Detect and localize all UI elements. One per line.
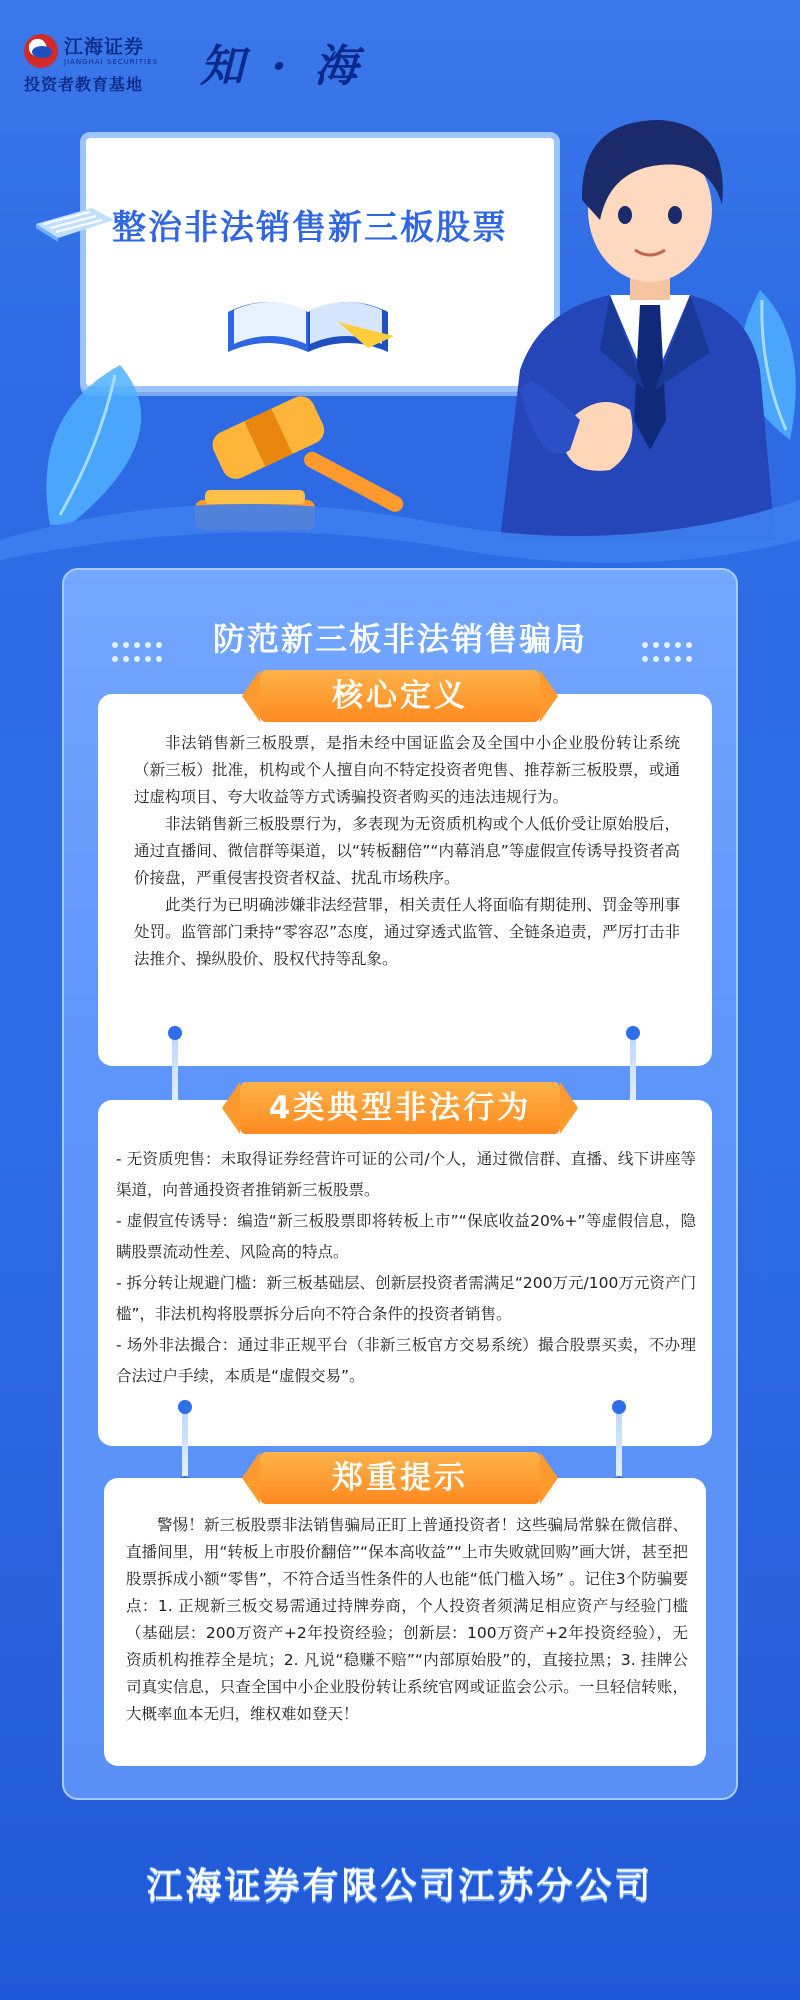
- small-book-icon: [32, 204, 118, 242]
- dots-decoration-right: [640, 640, 694, 666]
- behavior-item: - 拆分转让规避门槛：新三板基础层、创新层投资者需满足“200万元/100万元资产门槛”，非法机构将股票拆分后向不符合条件的投资者销售。: [116, 1274, 696, 1323]
- section-heading: 4类典型非法行为: [240, 1082, 560, 1134]
- behavior-item: - 场外非法撮合：通过非正规平台（非新三板官方交易系统）撮合股票买卖，不办理合法过户手续，本质是“虚假交易”。: [116, 1336, 696, 1385]
- definition-paragraph: 非法销售新三板股票，是指未经中国证监会及全国中小企业股份转让系统（新三板）批准，机构或个人擅自向不特定投资者兜售、推荐新三板股票，或通过虚构项目、夸大收益等方式诱骗投资者购买的违法违规行为。: [134, 734, 680, 806]
- definition-paragraph: 此类行为已明确涉嫌非法经营罪，相关责任人将面临有期徒刑、罚金等刑事处罚。监管部门秉持“零容忍”态度，通过穿透式监管、全链条追责，严厉打击非法推介、操纵股价、股权代持等乱象。: [134, 896, 680, 968]
- logo-chinese-name: 江海证券: [64, 36, 145, 58]
- logo-mark-icon: [24, 34, 58, 68]
- dots-decoration-left: [110, 640, 164, 666]
- behavior-item: - 虚假宣传诱导：编造“新三板股票即将转板上市”“保底收益20%+”等虚假信息，隐瞒股票流动性差、风险高的特点。: [116, 1212, 696, 1261]
- businessman-illustration: [460, 90, 780, 540]
- behavior-item: - 无资质兜售：未取得证券经营许可证的公司/个人，通过微信群、直播、线下讲座等渠道，向普通投资者推销新三板股票。: [116, 1150, 696, 1199]
- company-logo: [24, 30, 184, 94]
- warning-paragraph: 警惕！新三板股票非法销售骗局正盯上普通投资者！这些骗局常躲在微信群、直播间里，用“转板上市股价翻倍”“保本高收益”“上市失败就回购”画大饼，甚至把股票拆成小额“零售”，不符合适当性条件的人也能“低门槛入场” 。记住3个防骗要点：1. 正规新三板交易需通过持牌券商，个人投资者须满足相应资产与经验门槛（基础层：200万资产+2年投资经验；创新层：100万资产+2年投资经验），无资质机构推荐全是坑；2. 凡说“稳赚不赔”“内部原始股”的，直接拉黑；3. 挂牌公司真实信息，只查全国中小企业股份转让系统官网或证监会公示。一旦轻信转账，大概率血本无归，维权难如登天！: [126, 1516, 688, 1723]
- definition-card: [98, 694, 712, 1066]
- open-book-icon: [218, 282, 398, 362]
- section-heading: 郑重提示: [260, 1452, 540, 1504]
- card-connector: [178, 1400, 192, 1490]
- panel-title: 防范新三板非法销售骗局: [212, 620, 587, 658]
- card-connector: [612, 1400, 626, 1490]
- main-title: 整治非法销售新三板股票: [112, 208, 508, 248]
- footer-company-name: 江海证券有限公司江苏分公司: [146, 1866, 654, 1907]
- definition-paragraph: 非法销售新三板股票行为，多表现为无资质机构或个人低价受让原始股后，通过直播间、微信群等渠道，以“转板翻倍”“内幕消息”等虚假宣传诱导投资者高价接盘，严重侵害投资者权益、扰乱市场秩序。: [134, 815, 680, 887]
- illegal-behaviors-card: [98, 1100, 712, 1446]
- brand-title: 知 · 海: [200, 41, 364, 92]
- warning-card: [104, 1478, 706, 1766]
- logo-english-name: JIANGHAI SECURITIES: [64, 58, 158, 66]
- section-heading: 核心定义: [260, 670, 540, 722]
- logo-subtitle: 投资者教育基地: [24, 75, 144, 94]
